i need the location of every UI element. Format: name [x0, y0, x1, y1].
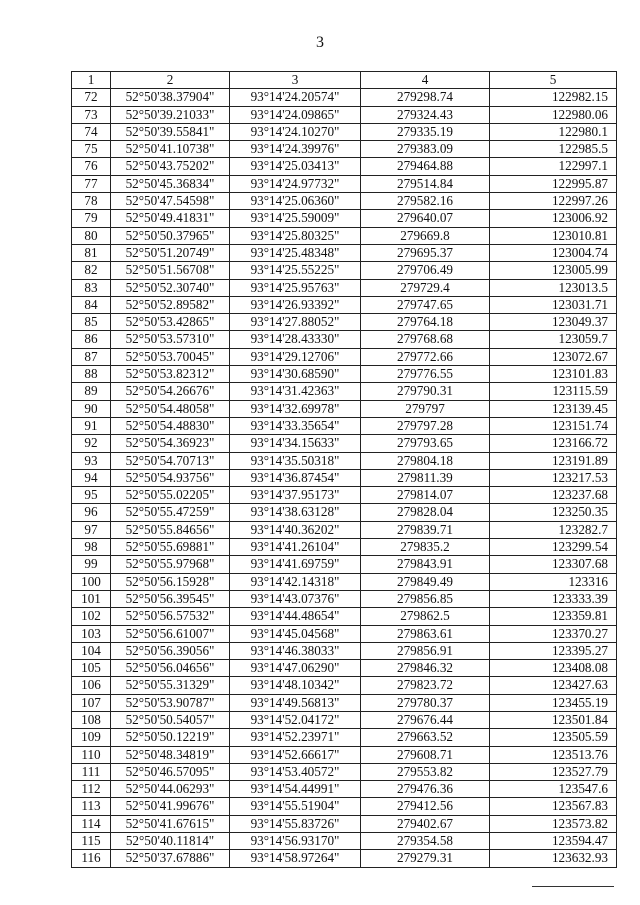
longitude-cell: 93°14'37.95173": [230, 487, 361, 504]
x-coordinate-cell: 279828.04: [361, 504, 490, 521]
longitude-cell: 93°14'58.97264": [230, 850, 361, 867]
latitude-cell: 52°50'55.02205": [111, 487, 230, 504]
x-coordinate-cell: 279797.28: [361, 417, 490, 434]
y-coordinate-cell: 123059.7: [490, 331, 617, 348]
page-number: 3: [316, 34, 324, 51]
table-row: [72, 504, 617, 521]
x-coordinate-cell: 279676.44: [361, 711, 490, 728]
latitude-cell: 52°50'53.82312": [111, 366, 230, 383]
table-row: [72, 711, 617, 728]
y-coordinate-cell: 122980.1: [490, 123, 617, 140]
latitude-cell: 52°50'53.42865": [111, 314, 230, 331]
point-number-cell: 79: [72, 210, 111, 227]
longitude-cell: 93°14'24.97732": [230, 175, 361, 192]
table-row: [72, 193, 617, 210]
y-coordinate-cell: 123573.82: [490, 815, 617, 832]
table-row: [72, 400, 617, 417]
y-coordinate-cell: 123370.27: [490, 625, 617, 642]
latitude-cell: 52°50'41.67615": [111, 815, 230, 832]
longitude-cell: 93°14'30.68590": [230, 366, 361, 383]
table-header-row: [72, 72, 617, 89]
table-row: [72, 763, 617, 780]
latitude-cell: 52°50'50.37965": [111, 227, 230, 244]
table-row: [72, 694, 617, 711]
table-body: [72, 89, 617, 867]
point-number-cell: 81: [72, 244, 111, 261]
y-coordinate-cell: 123527.79: [490, 763, 617, 780]
y-coordinate-cell: 122997.26: [490, 193, 617, 210]
y-coordinate-cell: 123166.72: [490, 435, 617, 452]
point-number-cell: 86: [72, 331, 111, 348]
x-coordinate-cell: 279640.07: [361, 210, 490, 227]
latitude-cell: 52°50'54.48058": [111, 400, 230, 417]
point-number-cell: 104: [72, 642, 111, 659]
latitude-cell: 52°50'55.97968": [111, 556, 230, 573]
point-number-cell: 108: [72, 711, 111, 728]
table-row: [72, 383, 617, 400]
point-number-cell: 95: [72, 487, 111, 504]
longitude-cell: 93°14'43.07376": [230, 590, 361, 607]
longitude-cell: 93°14'25.95763": [230, 279, 361, 296]
longitude-cell: 93°14'45.04568": [230, 625, 361, 642]
y-coordinate-cell: 123191.89: [490, 452, 617, 469]
longitude-cell: 93°14'47.06290": [230, 660, 361, 677]
table-row: [72, 625, 617, 642]
y-coordinate-cell: 122995.87: [490, 175, 617, 192]
y-coordinate-cell: 123005.99: [490, 262, 617, 279]
point-number-cell: 109: [72, 729, 111, 746]
point-number-cell: 78: [72, 193, 111, 210]
point-number-cell: 116: [72, 850, 111, 867]
latitude-cell: 52°50'55.69881": [111, 539, 230, 556]
latitude-cell: 52°50'54.70713": [111, 452, 230, 469]
latitude-cell: 52°50'49.41831": [111, 210, 230, 227]
point-number-cell: 107: [72, 694, 111, 711]
latitude-cell: 52°50'41.99676": [111, 798, 230, 815]
y-coordinate-cell: 123217.53: [490, 469, 617, 486]
x-coordinate-cell: 279514.84: [361, 175, 490, 192]
y-coordinate-cell: 123547.6: [490, 781, 617, 798]
table-row: [72, 158, 617, 175]
point-number-cell: 115: [72, 833, 111, 850]
point-number-cell: 80: [72, 227, 111, 244]
table-row: [72, 210, 617, 227]
x-coordinate-cell: 279768.68: [361, 331, 490, 348]
longitude-cell: 93°14'24.20574": [230, 89, 361, 106]
y-coordinate-cell: 123333.39: [490, 590, 617, 607]
longitude-cell: 93°14'28.43330": [230, 331, 361, 348]
x-coordinate-cell: 279862.5: [361, 608, 490, 625]
longitude-cell: 93°14'24.09865": [230, 106, 361, 123]
column-header-4: 4: [361, 72, 490, 89]
y-coordinate-cell: 123282.7: [490, 521, 617, 538]
longitude-cell: 93°14'52.66617": [230, 746, 361, 763]
latitude-cell: 52°50'51.56708": [111, 262, 230, 279]
y-coordinate-cell: 123010.81: [490, 227, 617, 244]
y-coordinate-cell: 123004.74: [490, 244, 617, 261]
point-number-cell: 100: [72, 573, 111, 590]
y-coordinate-cell: 122985.5: [490, 141, 617, 158]
table-row: [72, 660, 617, 677]
y-coordinate-cell: 123513.76: [490, 746, 617, 763]
longitude-cell: 93°14'26.93392": [230, 296, 361, 313]
point-number-cell: 89: [72, 383, 111, 400]
point-number-cell: 92: [72, 435, 111, 452]
table-row: [72, 539, 617, 556]
table-row: [72, 296, 617, 313]
latitude-cell: 52°50'38.37904": [111, 89, 230, 106]
table-row: [72, 469, 617, 486]
latitude-cell: 52°50'45.36834": [111, 175, 230, 192]
point-number-cell: 73: [72, 106, 111, 123]
x-coordinate-cell: 279790.31: [361, 383, 490, 400]
point-number-cell: 91: [72, 417, 111, 434]
footer-rule: [532, 886, 614, 887]
y-coordinate-cell: 123115.59: [490, 383, 617, 400]
y-coordinate-cell: 123139.45: [490, 400, 617, 417]
x-coordinate-cell: 279747.65: [361, 296, 490, 313]
latitude-cell: 52°50'37.67886": [111, 850, 230, 867]
x-coordinate-cell: 279823.72: [361, 677, 490, 694]
x-coordinate-cell: 279843.91: [361, 556, 490, 573]
latitude-cell: 52°50'44.06293": [111, 781, 230, 798]
latitude-cell: 52°50'56.57532": [111, 608, 230, 625]
longitude-cell: 93°14'40.36202": [230, 521, 361, 538]
x-coordinate-cell: 279780.37: [361, 694, 490, 711]
point-number-cell: 114: [72, 815, 111, 832]
x-coordinate-cell: 279776.55: [361, 366, 490, 383]
longitude-cell: 93°14'25.48348": [230, 244, 361, 261]
x-coordinate-cell: 279793.65: [361, 435, 490, 452]
latitude-cell: 52°50'53.57310": [111, 331, 230, 348]
point-number-cell: 102: [72, 608, 111, 625]
y-coordinate-cell: 123632.93: [490, 850, 617, 867]
longitude-cell: 93°14'53.40572": [230, 763, 361, 780]
longitude-cell: 93°14'41.26104": [230, 539, 361, 556]
table-row: [72, 642, 617, 659]
table-row: [72, 175, 617, 192]
latitude-cell: 52°50'43.75202": [111, 158, 230, 175]
longitude-cell: 93°14'35.50318": [230, 452, 361, 469]
point-number-cell: 101: [72, 590, 111, 607]
table-row: [72, 314, 617, 331]
longitude-cell: 93°14'25.59009": [230, 210, 361, 227]
y-coordinate-cell: 123594.47: [490, 833, 617, 850]
x-coordinate-cell: 279476.36: [361, 781, 490, 798]
x-coordinate-cell: 279849.49: [361, 573, 490, 590]
y-coordinate-cell: 123013.5: [490, 279, 617, 296]
latitude-cell: 52°50'46.57095": [111, 763, 230, 780]
longitude-cell: 93°14'33.35654": [230, 417, 361, 434]
longitude-cell: 93°14'49.56813": [230, 694, 361, 711]
longitude-cell: 93°14'32.69978": [230, 400, 361, 417]
latitude-cell: 52°50'55.84656": [111, 521, 230, 538]
table-row: [72, 833, 617, 850]
point-number-cell: 90: [72, 400, 111, 417]
longitude-cell: 93°14'24.39976": [230, 141, 361, 158]
table-row: [72, 573, 617, 590]
point-number-cell: 111: [72, 763, 111, 780]
point-number-cell: 98: [72, 539, 111, 556]
column-header-1: 1: [72, 72, 111, 89]
y-coordinate-cell: 123359.81: [490, 608, 617, 625]
x-coordinate-cell: 279772.66: [361, 348, 490, 365]
longitude-cell: 93°14'24.10270": [230, 123, 361, 140]
latitude-cell: 52°50'56.15928": [111, 573, 230, 590]
latitude-cell: 52°50'51.20749": [111, 244, 230, 261]
table-row: [72, 89, 617, 106]
x-coordinate-cell: 279608.71: [361, 746, 490, 763]
y-coordinate-cell: 123237.68: [490, 487, 617, 504]
y-coordinate-cell: 123455.19: [490, 694, 617, 711]
longitude-cell: 93°14'48.10342": [230, 677, 361, 694]
x-coordinate-cell: 279464.88: [361, 158, 490, 175]
table-row: [72, 590, 617, 607]
x-coordinate-cell: 279811.39: [361, 469, 490, 486]
y-coordinate-cell: 123427.63: [490, 677, 617, 694]
table-row: [72, 608, 617, 625]
x-coordinate-cell: 279412.56: [361, 798, 490, 815]
x-coordinate-cell: 279729.4: [361, 279, 490, 296]
table-row: [72, 850, 617, 867]
table-row: [72, 366, 617, 383]
longitude-cell: 93°14'44.48654": [230, 608, 361, 625]
x-coordinate-cell: 279856.85: [361, 590, 490, 607]
table-row: [72, 348, 617, 365]
latitude-cell: 52°50'56.04656": [111, 660, 230, 677]
x-coordinate-cell: 279553.82: [361, 763, 490, 780]
y-coordinate-cell: 123316: [490, 573, 617, 590]
latitude-cell: 52°50'53.70045": [111, 348, 230, 365]
point-number-cell: 97: [72, 521, 111, 538]
point-number-cell: 94: [72, 469, 111, 486]
y-coordinate-cell: 123049.37: [490, 314, 617, 331]
longitude-cell: 93°14'27.88052": [230, 314, 361, 331]
y-coordinate-cell: 123567.83: [490, 798, 617, 815]
point-number-cell: 75: [72, 141, 111, 158]
x-coordinate-cell: 279335.19: [361, 123, 490, 140]
point-number-cell: 103: [72, 625, 111, 642]
x-coordinate-cell: 279279.31: [361, 850, 490, 867]
y-coordinate-cell: 123501.84: [490, 711, 617, 728]
table-row: [72, 417, 617, 434]
y-coordinate-cell: 123031.71: [490, 296, 617, 313]
x-coordinate-cell: 279846.32: [361, 660, 490, 677]
latitude-cell: 52°50'47.54598": [111, 193, 230, 210]
x-coordinate-cell: 279839.71: [361, 521, 490, 538]
x-coordinate-cell: 279695.37: [361, 244, 490, 261]
longitude-cell: 93°14'56.93170": [230, 833, 361, 850]
y-coordinate-cell: 123101.83: [490, 366, 617, 383]
longitude-cell: 93°14'29.12706": [230, 348, 361, 365]
x-coordinate-cell: 279663.52: [361, 729, 490, 746]
point-number-cell: 88: [72, 366, 111, 383]
point-number-cell: 83: [72, 279, 111, 296]
point-number-cell: 106: [72, 677, 111, 694]
x-coordinate-cell: 279324.43: [361, 106, 490, 123]
longitude-cell: 93°14'25.55225": [230, 262, 361, 279]
longitude-cell: 93°14'25.06360": [230, 193, 361, 210]
point-number-cell: 76: [72, 158, 111, 175]
table-row: [72, 815, 617, 832]
x-coordinate-cell: 279669.8: [361, 227, 490, 244]
longitude-cell: 93°14'25.03413": [230, 158, 361, 175]
x-coordinate-cell: 279706.49: [361, 262, 490, 279]
x-coordinate-cell: 279814.07: [361, 487, 490, 504]
point-number-cell: 96: [72, 504, 111, 521]
latitude-cell: 52°50'41.10738": [111, 141, 230, 158]
y-coordinate-cell: 123299.54: [490, 539, 617, 556]
table-row: [72, 729, 617, 746]
table-row: [72, 677, 617, 694]
latitude-cell: 52°50'55.31329": [111, 677, 230, 694]
table-row: [72, 123, 617, 140]
point-number-cell: 110: [72, 746, 111, 763]
x-coordinate-cell: 279354.58: [361, 833, 490, 850]
table-row: [72, 227, 617, 244]
latitude-cell: 52°50'48.34819": [111, 746, 230, 763]
x-coordinate-cell: 279402.67: [361, 815, 490, 832]
point-number-cell: 82: [72, 262, 111, 279]
table-row: [72, 452, 617, 469]
x-coordinate-cell: 279298.74: [361, 89, 490, 106]
longitude-cell: 93°14'52.04172": [230, 711, 361, 728]
point-number-cell: 93: [72, 452, 111, 469]
latitude-cell: 52°50'50.12219": [111, 729, 230, 746]
longitude-cell: 93°14'54.44991": [230, 781, 361, 798]
y-coordinate-cell: 123072.67: [490, 348, 617, 365]
longitude-cell: 93°14'55.51904": [230, 798, 361, 815]
y-coordinate-cell: 122980.06: [490, 106, 617, 123]
longitude-cell: 93°14'25.80325": [230, 227, 361, 244]
latitude-cell: 52°50'54.48830": [111, 417, 230, 434]
y-coordinate-cell: 123006.92: [490, 210, 617, 227]
longitude-cell: 93°14'42.14318": [230, 573, 361, 590]
longitude-cell: 93°14'52.23971": [230, 729, 361, 746]
latitude-cell: 52°50'56.39545": [111, 590, 230, 607]
longitude-cell: 93°14'31.42363": [230, 383, 361, 400]
longitude-cell: 93°14'55.83726": [230, 815, 361, 832]
point-number-cell: 112: [72, 781, 111, 798]
y-coordinate-cell: 123151.74: [490, 417, 617, 434]
point-number-cell: 77: [72, 175, 111, 192]
point-number-cell: 84: [72, 296, 111, 313]
column-header-2: 2: [111, 72, 230, 89]
y-coordinate-cell: 123395.27: [490, 642, 617, 659]
y-coordinate-cell: 122982.15: [490, 89, 617, 106]
table-row: [72, 746, 617, 763]
latitude-cell: 52°50'54.93756": [111, 469, 230, 486]
x-coordinate-cell: 279797: [361, 400, 490, 417]
latitude-cell: 52°50'54.26676": [111, 383, 230, 400]
table-row: [72, 781, 617, 798]
latitude-cell: 52°50'52.30740": [111, 279, 230, 296]
latitude-cell: 52°50'39.55841": [111, 123, 230, 140]
coordinates-table: [71, 71, 617, 868]
table-row: [72, 331, 617, 348]
point-number-cell: 113: [72, 798, 111, 815]
latitude-cell: 52°50'39.21033": [111, 106, 230, 123]
y-coordinate-cell: 123408.08: [490, 660, 617, 677]
x-coordinate-cell: 279764.18: [361, 314, 490, 331]
table-row: [72, 279, 617, 296]
table-row: [72, 487, 617, 504]
latitude-cell: 52°50'50.54057": [111, 711, 230, 728]
point-number-cell: 72: [72, 89, 111, 106]
point-number-cell: 87: [72, 348, 111, 365]
table-row: [72, 141, 617, 158]
longitude-cell: 93°14'41.69759": [230, 556, 361, 573]
table-row: [72, 521, 617, 538]
longitude-cell: 93°14'46.38033": [230, 642, 361, 659]
table-row: [72, 262, 617, 279]
point-number-cell: 74: [72, 123, 111, 140]
point-number-cell: 99: [72, 556, 111, 573]
y-coordinate-cell: 123250.35: [490, 504, 617, 521]
y-coordinate-cell: 123307.68: [490, 556, 617, 573]
latitude-cell: 52°50'40.11814": [111, 833, 230, 850]
latitude-cell: 52°50'52.89582": [111, 296, 230, 313]
column-header-5: 5: [490, 72, 617, 89]
longitude-cell: 93°14'38.63128": [230, 504, 361, 521]
y-coordinate-cell: 123505.59: [490, 729, 617, 746]
table-row: [72, 556, 617, 573]
x-coordinate-cell: 279582.16: [361, 193, 490, 210]
x-coordinate-cell: 279863.61: [361, 625, 490, 642]
longitude-cell: 93°14'34.15633": [230, 435, 361, 452]
y-coordinate-cell: 122997.1: [490, 158, 617, 175]
latitude-cell: 52°50'55.47259": [111, 504, 230, 521]
latitude-cell: 52°50'53.90787": [111, 694, 230, 711]
table-row: [72, 435, 617, 452]
latitude-cell: 52°50'56.39056": [111, 642, 230, 659]
latitude-cell: 52°50'56.61007": [111, 625, 230, 642]
x-coordinate-cell: 279835.2: [361, 539, 490, 556]
table-row: [72, 798, 617, 815]
point-number-cell: 85: [72, 314, 111, 331]
x-coordinate-cell: 279804.18: [361, 452, 490, 469]
table-row: [72, 106, 617, 123]
point-number-cell: 105: [72, 660, 111, 677]
x-coordinate-cell: 279856.91: [361, 642, 490, 659]
table-row: [72, 244, 617, 261]
column-header-3: 3: [230, 72, 361, 89]
latitude-cell: 52°50'54.36923": [111, 435, 230, 452]
longitude-cell: 93°14'36.87454": [230, 469, 361, 486]
x-coordinate-cell: 279383.09: [361, 141, 490, 158]
